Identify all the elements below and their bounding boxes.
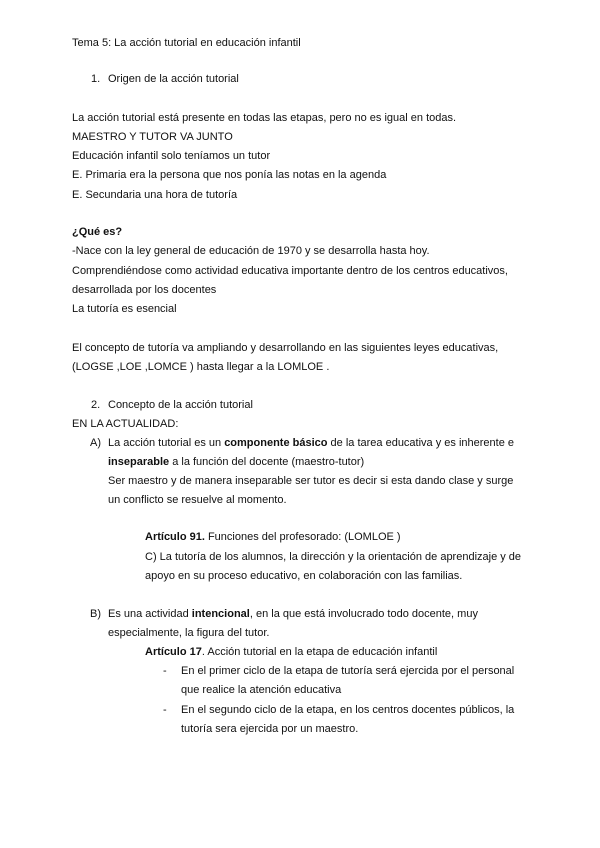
article-17-heading: Artículo 17. Acción tutorial en la etapa de educación infantil (145, 646, 438, 658)
bullet-line-1: En el segundo ciclo de la etapa, en los centros docentes públicos, la (181, 704, 515, 716)
bullet-line-2: tutoría sera ejercida por un maestro. (181, 723, 359, 735)
article-91-line-1: C) La tutoría de los alumnos, la dirección y la orientación de aprendizaje y de (145, 551, 522, 563)
section-1-number: 1. (91, 73, 101, 85)
section-2-number: 2. (91, 399, 101, 411)
item-a-line-1: La acción tutorial es un componente básico de la tarea educativa y es inherente e (108, 437, 514, 449)
que-es-line: La tutoría es esencial (72, 303, 177, 315)
concept-line: (LOGSE ,LOE ,LOMCE ) hasta llegar a la LOMLOE . (72, 361, 330, 373)
section-1-heading: Origen de la acción tutorial (108, 73, 239, 85)
concept-line: El concepto de tutoría va ampliando y desarrollando en las siguientes leyes educativas, (72, 342, 499, 354)
origin-line: E. Primaria era la persona que nos ponía las notas en la agenda (72, 169, 387, 181)
bullet-dash: - (163, 665, 167, 677)
que-es-line: -Nace con la ley general de educación de 1970 y se desarrolla hasta hoy. (72, 245, 430, 257)
item-b-marker: B) (90, 608, 101, 620)
origin-line: MAESTRO Y TUTOR VA JUNTO (72, 131, 233, 143)
actualidad-label: EN LA ACTUALIDAD: (72, 418, 179, 430)
item-a-marker: A) (90, 437, 101, 449)
origin-line: E. Secundaria una hora de tutoría (72, 189, 238, 201)
item-b-line-1: Es una actividad intencional, en la que está involucrado todo docente, muy (108, 608, 478, 620)
bullet-line-2: que realice la atención educativa (181, 684, 342, 696)
article-91-heading: Artículo 91. Funciones del profesorado: (LOMLOE ) (145, 531, 401, 543)
origin-line: Educación infantil solo teníamos un tutor (72, 150, 271, 162)
bullet-dash: - (163, 704, 167, 716)
que-es-line: Comprendiéndose como actividad educativa importante dentro de los centros educativos, (72, 265, 508, 277)
section-2-heading: Concepto de la acción tutorial (108, 399, 253, 411)
article-91-line-2: apoyo en su proceso educativo, en colaboración con las familias. (145, 570, 463, 582)
item-b-line-2: especialmente, la figura del tutor. (108, 627, 270, 639)
item-a-line-3: Ser maestro y de manera inseparable ser tutor es decir si esta dando clase y surge (108, 475, 514, 487)
item-a-line-4: un conflicto se resuelve al momento. (108, 494, 287, 506)
origin-line: La acción tutorial está presente en todas las etapas, pero no es igual en todas. (72, 112, 457, 124)
bullet-line-1: En el primer ciclo de la etapa de tutoría será ejercida por el personal (181, 665, 515, 677)
que-es-heading: ¿Qué es? (72, 226, 123, 238)
document-title: Tema 5: La acción tutorial en educación infantil (72, 37, 301, 49)
item-a-line-2: inseparable a la función del docente (maestro-tutor) (108, 456, 365, 468)
que-es-line: desarrollada por los docentes (72, 284, 217, 296)
